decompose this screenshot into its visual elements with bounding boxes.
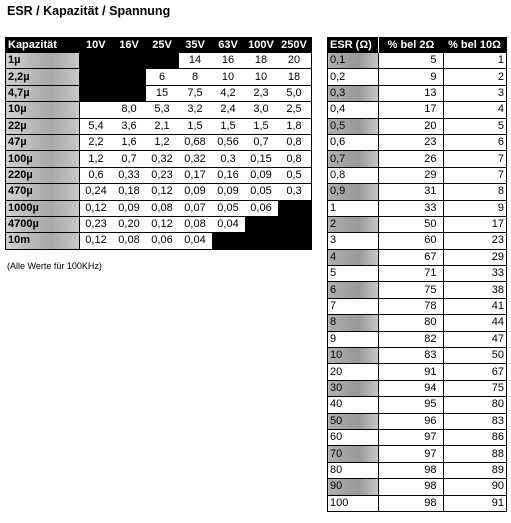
row-label-capacitance: 4,7µ bbox=[6, 85, 80, 101]
percent-10ohm-value: 2 bbox=[443, 69, 507, 85]
percent-2ohm-value: 80 bbox=[379, 315, 444, 331]
esr-value-cell: 0,09 bbox=[179, 184, 212, 200]
percent-10ohm-value: 83 bbox=[443, 413, 507, 429]
esr-value: 7 bbox=[328, 298, 379, 314]
esr-value-cell: 18 bbox=[278, 69, 312, 85]
percent-10ohm-value: 29 bbox=[443, 249, 507, 265]
percent-2ohm-value: 29 bbox=[379, 167, 444, 183]
table-row bbox=[328, 216, 507, 232]
percent-2ohm-value: 97 bbox=[379, 446, 444, 462]
esr-value-cell: 2,4 bbox=[212, 102, 245, 118]
empty-cell bbox=[212, 233, 245, 249]
esr-value-cell: 5,4 bbox=[79, 118, 113, 134]
esr-value-cell: 2,2 bbox=[79, 134, 113, 150]
percent-10ohm-value: 3 bbox=[443, 85, 507, 101]
column-header-percent-2ohm: % bel 2Ω bbox=[379, 38, 444, 54]
esr-value-cell: 0,08 bbox=[113, 233, 146, 249]
esr-value-cell: 8,0 bbox=[113, 102, 146, 118]
esr-value-cell: 0,56 bbox=[212, 134, 245, 150]
table-row bbox=[328, 266, 507, 282]
column-header-voltage: 16V bbox=[113, 38, 146, 54]
esr-value-cell: 1,2 bbox=[146, 134, 179, 150]
percent-2ohm-value: 98 bbox=[379, 462, 444, 478]
percent-10ohm-value: 33 bbox=[443, 266, 507, 282]
esr-value-cell: 0,05 bbox=[245, 184, 278, 200]
percent-10ohm-value: 4 bbox=[443, 102, 507, 118]
table-row bbox=[328, 479, 507, 495]
percent-10ohm-value: 88 bbox=[443, 446, 507, 462]
esr-value-cell: 0,3 bbox=[278, 184, 312, 200]
esr-value-cell: 10 bbox=[245, 69, 278, 85]
esr-value: 70 bbox=[328, 446, 379, 462]
esr-value-cell: 15 bbox=[146, 85, 179, 101]
table-row bbox=[6, 216, 312, 232]
empty-cell bbox=[113, 69, 146, 85]
esr-value: 6 bbox=[328, 282, 379, 298]
empty-cell bbox=[146, 53, 179, 69]
table-row bbox=[328, 102, 507, 118]
column-header-esr: ESR (Ω) bbox=[328, 38, 379, 54]
esr-value: 10 bbox=[328, 348, 379, 364]
table-row bbox=[328, 348, 507, 364]
esr-value-cell: 0,7 bbox=[113, 151, 146, 167]
esr-value-cell: 0,07 bbox=[179, 200, 212, 216]
esr-value: 60 bbox=[328, 429, 379, 445]
percent-2ohm-value: 95 bbox=[379, 397, 444, 413]
esr-value-cell: 10 bbox=[212, 69, 245, 85]
percent-10ohm-value: 91 bbox=[443, 495, 507, 511]
esr-value: 20 bbox=[328, 364, 379, 380]
row-label-capacitance: 1000µ bbox=[6, 200, 80, 216]
esr-value: 80 bbox=[328, 462, 379, 478]
percent-10ohm-value: 67 bbox=[443, 364, 507, 380]
empty-cell bbox=[278, 233, 312, 249]
percent-2ohm-value: 33 bbox=[379, 200, 444, 216]
esr-value: 5 bbox=[328, 266, 379, 282]
row-label-capacitance: 2,2µ bbox=[6, 69, 80, 85]
table-row bbox=[328, 364, 507, 380]
empty-cell bbox=[79, 69, 113, 85]
esr-value-cell: 0,12 bbox=[146, 184, 179, 200]
esr-value: 9 bbox=[328, 331, 379, 347]
percent-10ohm-value: 44 bbox=[443, 315, 507, 331]
esr-value-cell: 0,23 bbox=[79, 216, 113, 232]
esr-value-cell: 0,8 bbox=[278, 134, 312, 150]
esr-value-cell: 0,08 bbox=[179, 216, 212, 232]
percent-2ohm-value: 31 bbox=[379, 184, 444, 200]
esr-value-cell: 0,06 bbox=[245, 200, 278, 216]
percent-2ohm-value: 5 bbox=[379, 53, 444, 69]
esr-value-cell: 0,32 bbox=[146, 151, 179, 167]
esr-value: 0,9 bbox=[328, 184, 379, 200]
row-label-capacitance: 470µ bbox=[6, 184, 80, 200]
esr-value-cell: 4,2 bbox=[212, 85, 245, 101]
column-header-voltage: 63V bbox=[212, 38, 245, 54]
percent-2ohm-value: 17 bbox=[379, 102, 444, 118]
table-row bbox=[6, 134, 312, 150]
row-label-capacitance: 220µ bbox=[6, 167, 80, 183]
esr-value: 0,6 bbox=[328, 134, 379, 150]
esr-value-cell: 1,5 bbox=[212, 118, 245, 134]
empty-cell bbox=[79, 53, 113, 69]
percent-2ohm-value: 98 bbox=[379, 495, 444, 511]
esr-value-cell: 0,15 bbox=[245, 151, 278, 167]
table-row bbox=[328, 462, 507, 478]
percent-2ohm-value: 83 bbox=[379, 348, 444, 364]
table-row bbox=[6, 151, 312, 167]
esr-value-cell: 2,5 bbox=[278, 102, 312, 118]
esr-value-cell bbox=[79, 102, 113, 118]
esr-value-cell: 1,8 bbox=[278, 118, 312, 134]
percent-2ohm-value: 23 bbox=[379, 134, 444, 150]
esr-value: 40 bbox=[328, 397, 379, 413]
esr-capacitance-voltage-table bbox=[5, 37, 312, 250]
esr-value: 4 bbox=[328, 249, 379, 265]
esr-value: 0,4 bbox=[328, 102, 379, 118]
esr-value-cell: 0,6 bbox=[79, 167, 113, 183]
table-row bbox=[328, 69, 507, 85]
row-label-capacitance: 4700µ bbox=[6, 216, 80, 232]
table-row bbox=[328, 446, 507, 462]
table-row bbox=[6, 53, 312, 69]
esr-value-cell: 20 bbox=[278, 53, 312, 69]
percent-10ohm-value: 41 bbox=[443, 298, 507, 314]
table-body bbox=[328, 53, 507, 511]
esr-value: 8 bbox=[328, 315, 379, 331]
column-header-voltage: 250V bbox=[278, 38, 312, 54]
esr-value-cell: 0,8 bbox=[278, 151, 312, 167]
percent-2ohm-value: 75 bbox=[379, 282, 444, 298]
table-row bbox=[328, 200, 507, 216]
column-header-voltage: 10V bbox=[79, 38, 113, 54]
empty-cell bbox=[113, 53, 146, 69]
column-header-voltage: 25V bbox=[146, 38, 179, 54]
esr-value-cell: 0,32 bbox=[179, 151, 212, 167]
table-row bbox=[328, 151, 507, 167]
table-body bbox=[6, 53, 312, 249]
esr-value-cell: 0,09 bbox=[212, 184, 245, 200]
esr-value-cell: 0,12 bbox=[146, 216, 179, 232]
esr-value-cell: 0,08 bbox=[146, 200, 179, 216]
esr-value-cell: 0,12 bbox=[79, 200, 113, 216]
esr-value-cell: 1,5 bbox=[179, 118, 212, 134]
table-row bbox=[328, 167, 507, 183]
esr-value-cell: 0,3 bbox=[212, 151, 245, 167]
esr-value-cell: 0,04 bbox=[212, 216, 245, 232]
table-row bbox=[6, 184, 312, 200]
table-row bbox=[328, 249, 507, 265]
esr-value-cell: 0,68 bbox=[179, 134, 212, 150]
row-label-capacitance: 1µ bbox=[6, 53, 80, 69]
table-row bbox=[328, 413, 507, 429]
percent-10ohm-value: 23 bbox=[443, 233, 507, 249]
esr-value-cell: 0,09 bbox=[245, 167, 278, 183]
percent-2ohm-value: 97 bbox=[379, 429, 444, 445]
esr-value-cell: 0,7 bbox=[245, 134, 278, 150]
esr-value-cell: 1,5 bbox=[245, 118, 278, 134]
esr-value-cell: 14 bbox=[179, 53, 212, 69]
esr-value-cell: 3,2 bbox=[179, 102, 212, 118]
esr-value: 2 bbox=[328, 216, 379, 232]
percent-10ohm-value: 86 bbox=[443, 429, 507, 445]
table-row bbox=[6, 102, 312, 118]
row-label-capacitance: 10µ bbox=[6, 102, 80, 118]
percent-10ohm-value: 75 bbox=[443, 380, 507, 396]
esr-value: 0,3 bbox=[328, 85, 379, 101]
empty-cell bbox=[278, 216, 312, 232]
esr-value: 50 bbox=[328, 413, 379, 429]
percent-10ohm-value: 90 bbox=[443, 479, 507, 495]
percent-10ohm-value: 38 bbox=[443, 282, 507, 298]
table-row bbox=[6, 118, 312, 134]
esr-value: 100 bbox=[328, 495, 379, 511]
esr-value: 0,2 bbox=[328, 69, 379, 85]
esr-value-cell: 8 bbox=[179, 69, 212, 85]
empty-cell bbox=[245, 216, 278, 232]
table-row bbox=[328, 331, 507, 347]
empty-cell bbox=[113, 85, 146, 101]
percent-10ohm-value: 8 bbox=[443, 184, 507, 200]
esr-value-cell: 6 bbox=[146, 69, 179, 85]
esr-value-cell: 5,3 bbox=[146, 102, 179, 118]
row-label-capacitance: 100µ bbox=[6, 151, 80, 167]
table-row bbox=[6, 233, 312, 249]
esr-value-cell: 0,06 bbox=[146, 233, 179, 249]
percent-10ohm-value: 7 bbox=[443, 167, 507, 183]
esr-value-cell: 1,6 bbox=[113, 134, 146, 150]
table-row bbox=[6, 200, 312, 216]
esr-value-cell: 0,20 bbox=[113, 216, 146, 232]
esr-value-cell: 0,24 bbox=[79, 184, 113, 200]
esr-value-cell: 5,0 bbox=[278, 85, 312, 101]
percent-2ohm-value: 60 bbox=[379, 233, 444, 249]
percent-2ohm-value: 26 bbox=[379, 151, 444, 167]
percent-2ohm-value: 67 bbox=[379, 249, 444, 265]
esr-value-cell: 18 bbox=[245, 53, 278, 69]
table-row bbox=[328, 282, 507, 298]
page-title: ESR / Kapazität / Spannung bbox=[7, 4, 171, 18]
percent-10ohm-value: 7 bbox=[443, 151, 507, 167]
percent-2ohm-value: 9 bbox=[379, 69, 444, 85]
percent-10ohm-value: 17 bbox=[443, 216, 507, 232]
empty-cell bbox=[278, 200, 312, 216]
column-header-capacitance: Kapazität bbox=[6, 38, 80, 54]
esr-value-cell: 0,12 bbox=[79, 233, 113, 249]
row-label-capacitance: 22µ bbox=[6, 118, 80, 134]
percent-10ohm-value: 50 bbox=[443, 348, 507, 364]
table-row bbox=[328, 429, 507, 445]
esr-value-cell: 1,2 bbox=[79, 151, 113, 167]
esr-value: 3 bbox=[328, 233, 379, 249]
esr-value-cell: 0,09 bbox=[113, 200, 146, 216]
percent-2ohm-value: 78 bbox=[379, 298, 444, 314]
esr-value: 90 bbox=[328, 479, 379, 495]
esr-value-cell: 3,6 bbox=[113, 118, 146, 134]
percent-2ohm-value: 94 bbox=[379, 380, 444, 396]
table-row bbox=[328, 184, 507, 200]
table-row bbox=[328, 118, 507, 134]
table-row bbox=[328, 85, 507, 101]
percent-2ohm-value: 91 bbox=[379, 364, 444, 380]
column-header-voltage: 100V bbox=[245, 38, 278, 54]
esr-value: 0,5 bbox=[328, 118, 379, 134]
percent-10ohm-value: 1 bbox=[443, 53, 507, 69]
percent-2ohm-value: 71 bbox=[379, 266, 444, 282]
header-row bbox=[328, 38, 507, 54]
percent-10ohm-value: 6 bbox=[443, 134, 507, 150]
esr-value-cell: 0,33 bbox=[113, 167, 146, 183]
esr-value-cell: 2,3 bbox=[245, 85, 278, 101]
percent-10ohm-value: 47 bbox=[443, 331, 507, 347]
esr-percent-table bbox=[327, 37, 507, 512]
esr-value: 1 bbox=[328, 200, 379, 216]
esr-value-cell: 2,1 bbox=[146, 118, 179, 134]
table-row bbox=[328, 315, 507, 331]
esr-value-cell: 0,05 bbox=[212, 200, 245, 216]
esr-value: 30 bbox=[328, 380, 379, 396]
empty-cell bbox=[79, 85, 113, 101]
table-row bbox=[328, 380, 507, 396]
footnote: (Alle Werte für 100KHz) bbox=[7, 261, 102, 271]
esr-value-cell: 0,16 bbox=[212, 167, 245, 183]
table-row bbox=[328, 233, 507, 249]
esr-value-cell: 3,0 bbox=[245, 102, 278, 118]
table-row bbox=[328, 298, 507, 314]
row-label-capacitance: 10m bbox=[6, 233, 80, 249]
esr-value-cell: 0,18 bbox=[113, 184, 146, 200]
empty-cell bbox=[245, 233, 278, 249]
percent-10ohm-value: 5 bbox=[443, 118, 507, 134]
esr-value-cell: 0,23 bbox=[146, 167, 179, 183]
percent-2ohm-value: 96 bbox=[379, 413, 444, 429]
percent-2ohm-value: 20 bbox=[379, 118, 444, 134]
column-header-voltage: 35V bbox=[179, 38, 212, 54]
table-row bbox=[328, 397, 507, 413]
esr-value: 0,7 bbox=[328, 151, 379, 167]
percent-2ohm-value: 50 bbox=[379, 216, 444, 232]
row-label-capacitance: 47µ bbox=[6, 134, 80, 150]
esr-value-cell: 0,17 bbox=[179, 167, 212, 183]
percent-10ohm-value: 80 bbox=[443, 397, 507, 413]
table-row bbox=[6, 85, 312, 101]
esr-value-cell: 0,5 bbox=[278, 167, 312, 183]
table-row bbox=[6, 69, 312, 85]
esr-value-cell: 7,5 bbox=[179, 85, 212, 101]
esr-value-cell: 0,04 bbox=[179, 233, 212, 249]
table-row bbox=[6, 167, 312, 183]
table-row bbox=[328, 495, 507, 511]
column-header-percent-10ohm: % bel 10Ω bbox=[443, 38, 507, 54]
esr-value-cell: 16 bbox=[212, 53, 245, 69]
percent-10ohm-value: 9 bbox=[443, 200, 507, 216]
table-row bbox=[328, 53, 507, 69]
table-row bbox=[328, 134, 507, 150]
esr-value: 0,8 bbox=[328, 167, 379, 183]
header-row bbox=[6, 38, 312, 54]
percent-10ohm-value: 89 bbox=[443, 462, 507, 478]
percent-2ohm-value: 98 bbox=[379, 479, 444, 495]
esr-value: 0,1 bbox=[328, 53, 379, 69]
percent-2ohm-value: 13 bbox=[379, 85, 444, 101]
percent-2ohm-value: 82 bbox=[379, 331, 444, 347]
